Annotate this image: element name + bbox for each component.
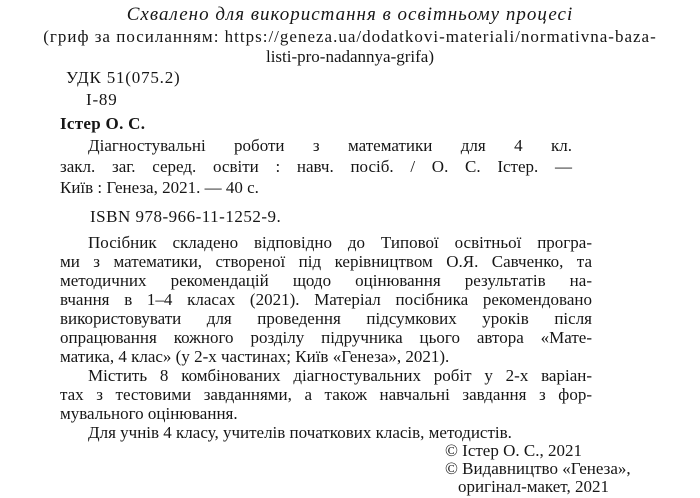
isbn-line: ISBN 978-966-11-1252-9. [90, 207, 282, 226]
grif-url-line-1: (гриф за посиланням: https://geneza.ua/dodatkovi-materiali/normativna-baza- [43, 27, 657, 46]
bibliographic-description [60, 135, 572, 198]
copyright-author-line: © Істер О. С., 2021 [445, 441, 582, 460]
author-index-code: І-89 [86, 90, 118, 109]
annotation-line: Посібник складено відповідно до Типової освітньої програ- [88, 233, 592, 252]
author-name: Істер О. С. [60, 114, 146, 133]
annotation-line: матика, 4 клас» (у 2-х частинах; Київ «Генеза», 2021). [60, 347, 450, 366]
annotation-line: мувального оцінювання. [60, 404, 238, 423]
bib-line: Київ : Генеза, 2021. — 40 с. [60, 178, 259, 197]
annotation-line: ми з математики, створеної під керівництвом О.Я. Савченко, та [60, 252, 592, 271]
grif-url-line-2: listi-pro-nadannya-grifa) [265, 47, 435, 66]
copyright-block [445, 442, 700, 496]
annotation-line: вчання в 1–4 класах (2021). Матеріал посібника рекомендовано [60, 290, 592, 309]
bib-line: Діагностувальні роботи з математики для 4 кл. [88, 136, 572, 155]
classification-codes [66, 67, 700, 111]
bib-line: закл. заг. серед. освіти : навч. посіб. / О. С. Істер. — [60, 157, 572, 176]
audience-line: Для учнів 4 класу, учителів початкових класів, методистів. [88, 423, 512, 442]
annotation-line: Містить 8 комбінованих діагностувальних робіт у 2-х варіан- [88, 366, 592, 385]
approval-line: Схвалено для використання в освітньому процесі [126, 4, 574, 25]
annotation-line: використовувати для проведення підсумкових уроків після [60, 309, 592, 328]
annotation-block [60, 233, 592, 442]
annotation-line: методичних рекомендацій щодо оцінювання результатів на- [60, 271, 592, 290]
copyright-publisher-line: © Видавництво «Генеза», [445, 459, 631, 478]
udk-code: УДК 51(075.2) [66, 68, 181, 87]
copyright-layout-line: оригінал-макет, 2021 [458, 477, 609, 496]
annotation-line: опрацювання кожного розділу підручника цього автора «Мате- [60, 328, 592, 347]
annotation-line: тах з тестовими завданнями, а також навчальні завдання з фор- [60, 385, 592, 404]
